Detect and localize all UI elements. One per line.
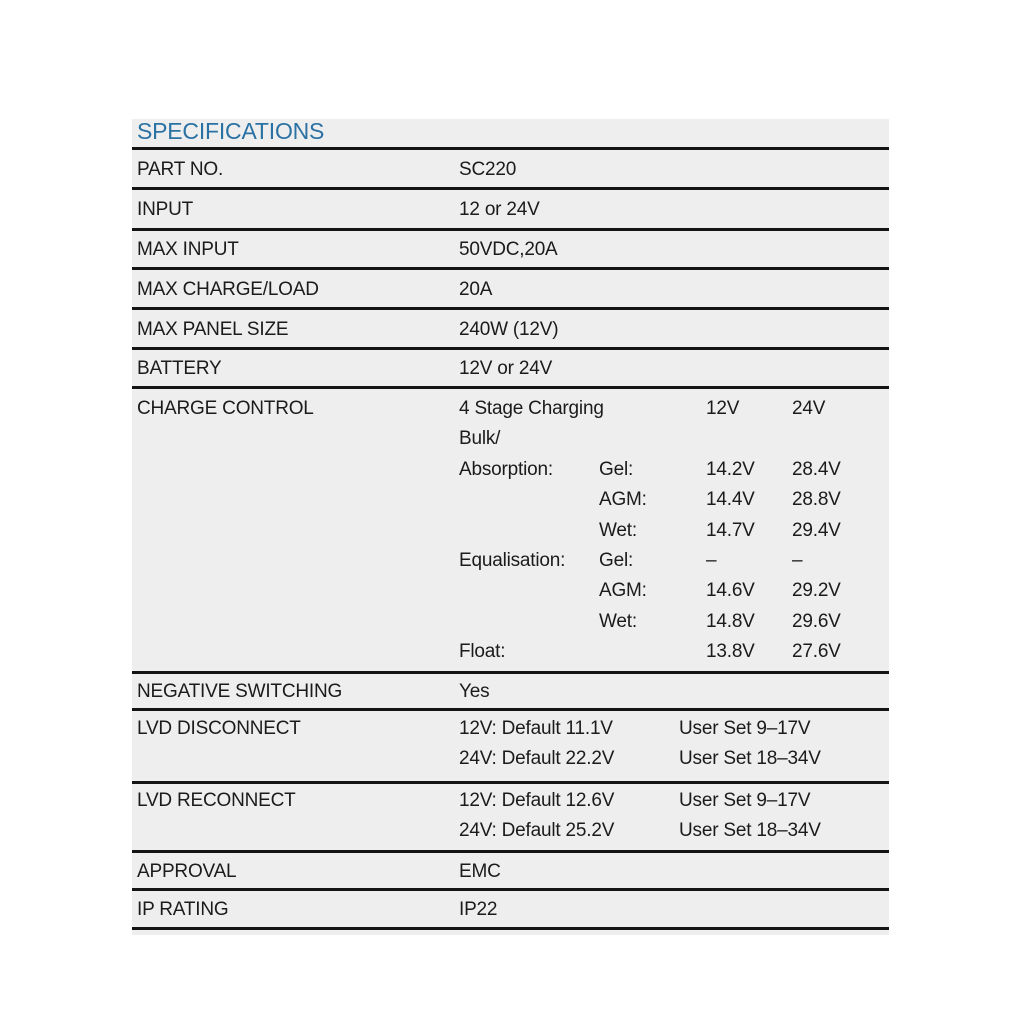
charge-control-line xyxy=(459,641,889,671)
lvd-default-value: 12V: Default 11.1V xyxy=(459,718,613,739)
table-header xyxy=(132,119,889,150)
spec-label: BATTERY xyxy=(137,358,222,379)
spec-row-max-charge-load xyxy=(132,270,889,310)
cc-12v-value: 14.2V xyxy=(706,458,755,480)
cc-type: Gel: xyxy=(599,549,634,571)
spec-label: PART NO. xyxy=(137,158,224,180)
spec-row-input xyxy=(132,190,889,231)
lvd-user-set-value: User Set 9–17V xyxy=(679,790,811,811)
cc-24v-value: 29.2V xyxy=(792,580,841,602)
lvd-user-set-value: User Set 18–34V xyxy=(679,820,821,842)
cc-12v-value: 14.6V xyxy=(706,580,755,602)
charge-control-line xyxy=(459,459,889,489)
cc-24v-value: 28.8V xyxy=(792,489,841,511)
cc-12v-value: 13.8V xyxy=(706,641,755,663)
spec-label: MAX PANEL SIZE xyxy=(137,318,289,340)
spec-label: MAX CHARGE/LOAD xyxy=(137,278,319,300)
spec-label: LVD RECONNECT xyxy=(137,790,296,811)
spec-label: IP RATING xyxy=(137,899,229,920)
lvd-disconnect-grid xyxy=(459,718,889,779)
lvd-default-value: 12V: Default 12.6V xyxy=(459,790,615,811)
lvd-reconnect-grid xyxy=(459,790,889,851)
cc-stage: 4 Stage Charging xyxy=(459,398,604,419)
spec-label: APPROVAL xyxy=(137,860,237,882)
charge-control-line xyxy=(459,580,889,610)
lvd-default-value: 24V: Default 25.2V xyxy=(459,820,615,842)
cc-stage: Equalisation: xyxy=(459,549,566,571)
cc-stage: Bulk/ xyxy=(459,428,501,450)
spec-label: INPUT xyxy=(137,199,194,220)
lvd-line xyxy=(459,820,889,850)
spec-label: NEGATIVE SWITCHING xyxy=(137,681,343,702)
spec-value: 12V or 24V xyxy=(459,358,553,379)
spec-value: 50VDC,20A xyxy=(459,239,558,260)
cc-type: AGM: xyxy=(599,489,647,511)
spec-row-lvd-disconnect xyxy=(132,711,889,784)
spec-value: 12 or 24V xyxy=(459,199,540,220)
cc-type: AGM: xyxy=(599,580,647,602)
charge-control-line xyxy=(459,489,889,519)
cc-24v-value: – xyxy=(792,549,803,571)
spec-row-battery xyxy=(132,350,889,389)
spec-value: Yes xyxy=(459,681,490,702)
charge-control-grid xyxy=(459,398,889,672)
charge-control-line xyxy=(459,520,889,550)
cc-24v-value: 29.6V xyxy=(792,610,841,632)
cc-24v-value: 28.4V xyxy=(792,458,841,480)
spec-row-max-panel-size xyxy=(132,310,889,350)
cc-12v-value: 14.7V xyxy=(706,519,755,541)
lvd-user-set-value: User Set 9–17V xyxy=(679,718,811,739)
cc-12v-header: 12V xyxy=(706,398,740,419)
spec-label: LVD DISCONNECT xyxy=(137,718,301,739)
charge-control-line xyxy=(459,428,889,458)
spec-row-approval xyxy=(132,853,889,891)
spec-row-part-no xyxy=(132,150,889,190)
charge-control-line xyxy=(459,550,889,580)
cc-stage: Float: xyxy=(459,641,506,663)
spec-label: CHARGE CONTROL xyxy=(137,398,314,419)
specifications-table xyxy=(132,119,889,935)
spec-value: 20A xyxy=(459,278,493,300)
cc-24v-header: 24V xyxy=(792,398,826,419)
spec-row-negative-switching xyxy=(132,674,889,711)
spec-row-charge-control xyxy=(132,389,889,674)
charge-control-line xyxy=(459,611,889,641)
cc-24v-value: 29.4V xyxy=(792,519,841,541)
lvd-line xyxy=(459,790,889,820)
cc-type: Wet: xyxy=(599,610,637,632)
charge-control-header-line xyxy=(459,398,889,428)
spec-value: SC220 xyxy=(459,158,517,180)
spec-row-max-input xyxy=(132,231,889,270)
lvd-line xyxy=(459,718,889,748)
section-title: SPECIFICATIONS xyxy=(137,118,325,144)
spec-value: EMC xyxy=(459,860,501,882)
cc-12v-value: 14.8V xyxy=(706,610,755,632)
lvd-line xyxy=(459,748,889,778)
lvd-default-value: 24V: Default 22.2V xyxy=(459,748,615,770)
spec-label: MAX INPUT xyxy=(137,239,239,260)
cc-type: Wet: xyxy=(599,519,637,541)
cc-12v-value: – xyxy=(706,549,717,571)
lvd-user-set-value: User Set 18–34V xyxy=(679,748,821,770)
cc-24v-value: 27.6V xyxy=(792,641,841,663)
spec-value: 240W (12V) xyxy=(459,318,559,340)
cc-stage: Absorption: xyxy=(459,458,553,480)
spec-row-ip-rating xyxy=(132,891,889,930)
spec-value: IP22 xyxy=(459,899,498,920)
cc-type: Gel: xyxy=(599,458,634,480)
spec-row-lvd-reconnect xyxy=(132,784,889,853)
cc-12v-value: 14.4V xyxy=(706,489,755,511)
